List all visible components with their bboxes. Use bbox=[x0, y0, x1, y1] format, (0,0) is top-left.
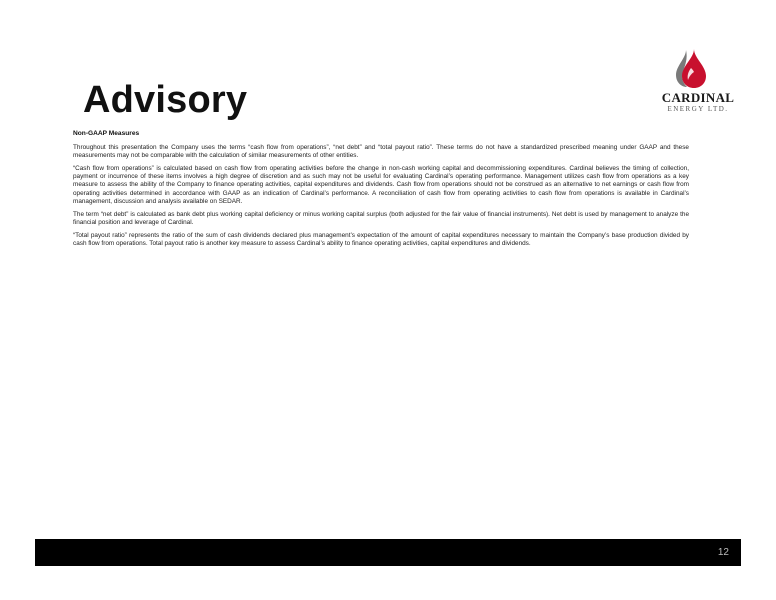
advisory-content bbox=[73, 130, 689, 253]
paragraph: Throughout this presentation the Company uses the terms “cash flow from operations”, “net debt” and “total payout ratio”. These terms do not have a standardized prescribed meaning under GAAP and these measurements may not be comparable with the calculation of similar measurements of other entities. bbox=[73, 144, 689, 160]
paragraph: “Total payout ratio” represents the ratio of the sum of cash dividends declared plus management’s expectation of the amount of capital expenditures necessary to maintain the Company’s base production divided by cash flow from operations. Total payout ratio is another key measure to assess Cardinal’s ability to finance operating activities, capital expenditures and dividends. bbox=[73, 231, 689, 248]
page-number: 12 bbox=[717, 547, 729, 558]
slide-title: Advisory bbox=[83, 79, 248, 121]
paragraph: The term “net debt” is calculated as bank debt plus working capital deficiency or minus working capital surplus (both adjusted for the fair value of financial instruments). Net debt is used by management to analyze the financial position and leverage of Cardinal. bbox=[73, 210, 689, 226]
logo-name: CARDINAL bbox=[661, 90, 735, 105]
logo-subtitle: ENERGY LTD. bbox=[667, 105, 729, 113]
footer-bar bbox=[35, 539, 741, 566]
company-logo bbox=[650, 48, 740, 124]
section-heading: Non-GAAP Measures bbox=[73, 130, 140, 137]
paragraph: “Cash flow from operations” is calculated based on cash flow from operating activities before the change in non-cash working capital and decommissioning expenditures. Cardinal believes the timing of collection, payment or incurrence of these items involves a high degree of discretion and as such may not be useful for evaluating Cardinal’s operating performance. Management utilizes cash flow from operations as a key measure to assess the ability of the Company to finance operating activities, capital expenditures and dividends. Cash flow from operations should not be construed as an alternative to net earnings or cash flow from operating activities determined in accordance with GAAP as an indication of Cardinal’s performance. A reconciliation of cash flow from operating activities to cash flow from operations is available in Cardinal’s management, discussion and analysis available on SEDAR. bbox=[73, 165, 689, 205]
drop-flame-logo-icon bbox=[672, 48, 712, 90]
